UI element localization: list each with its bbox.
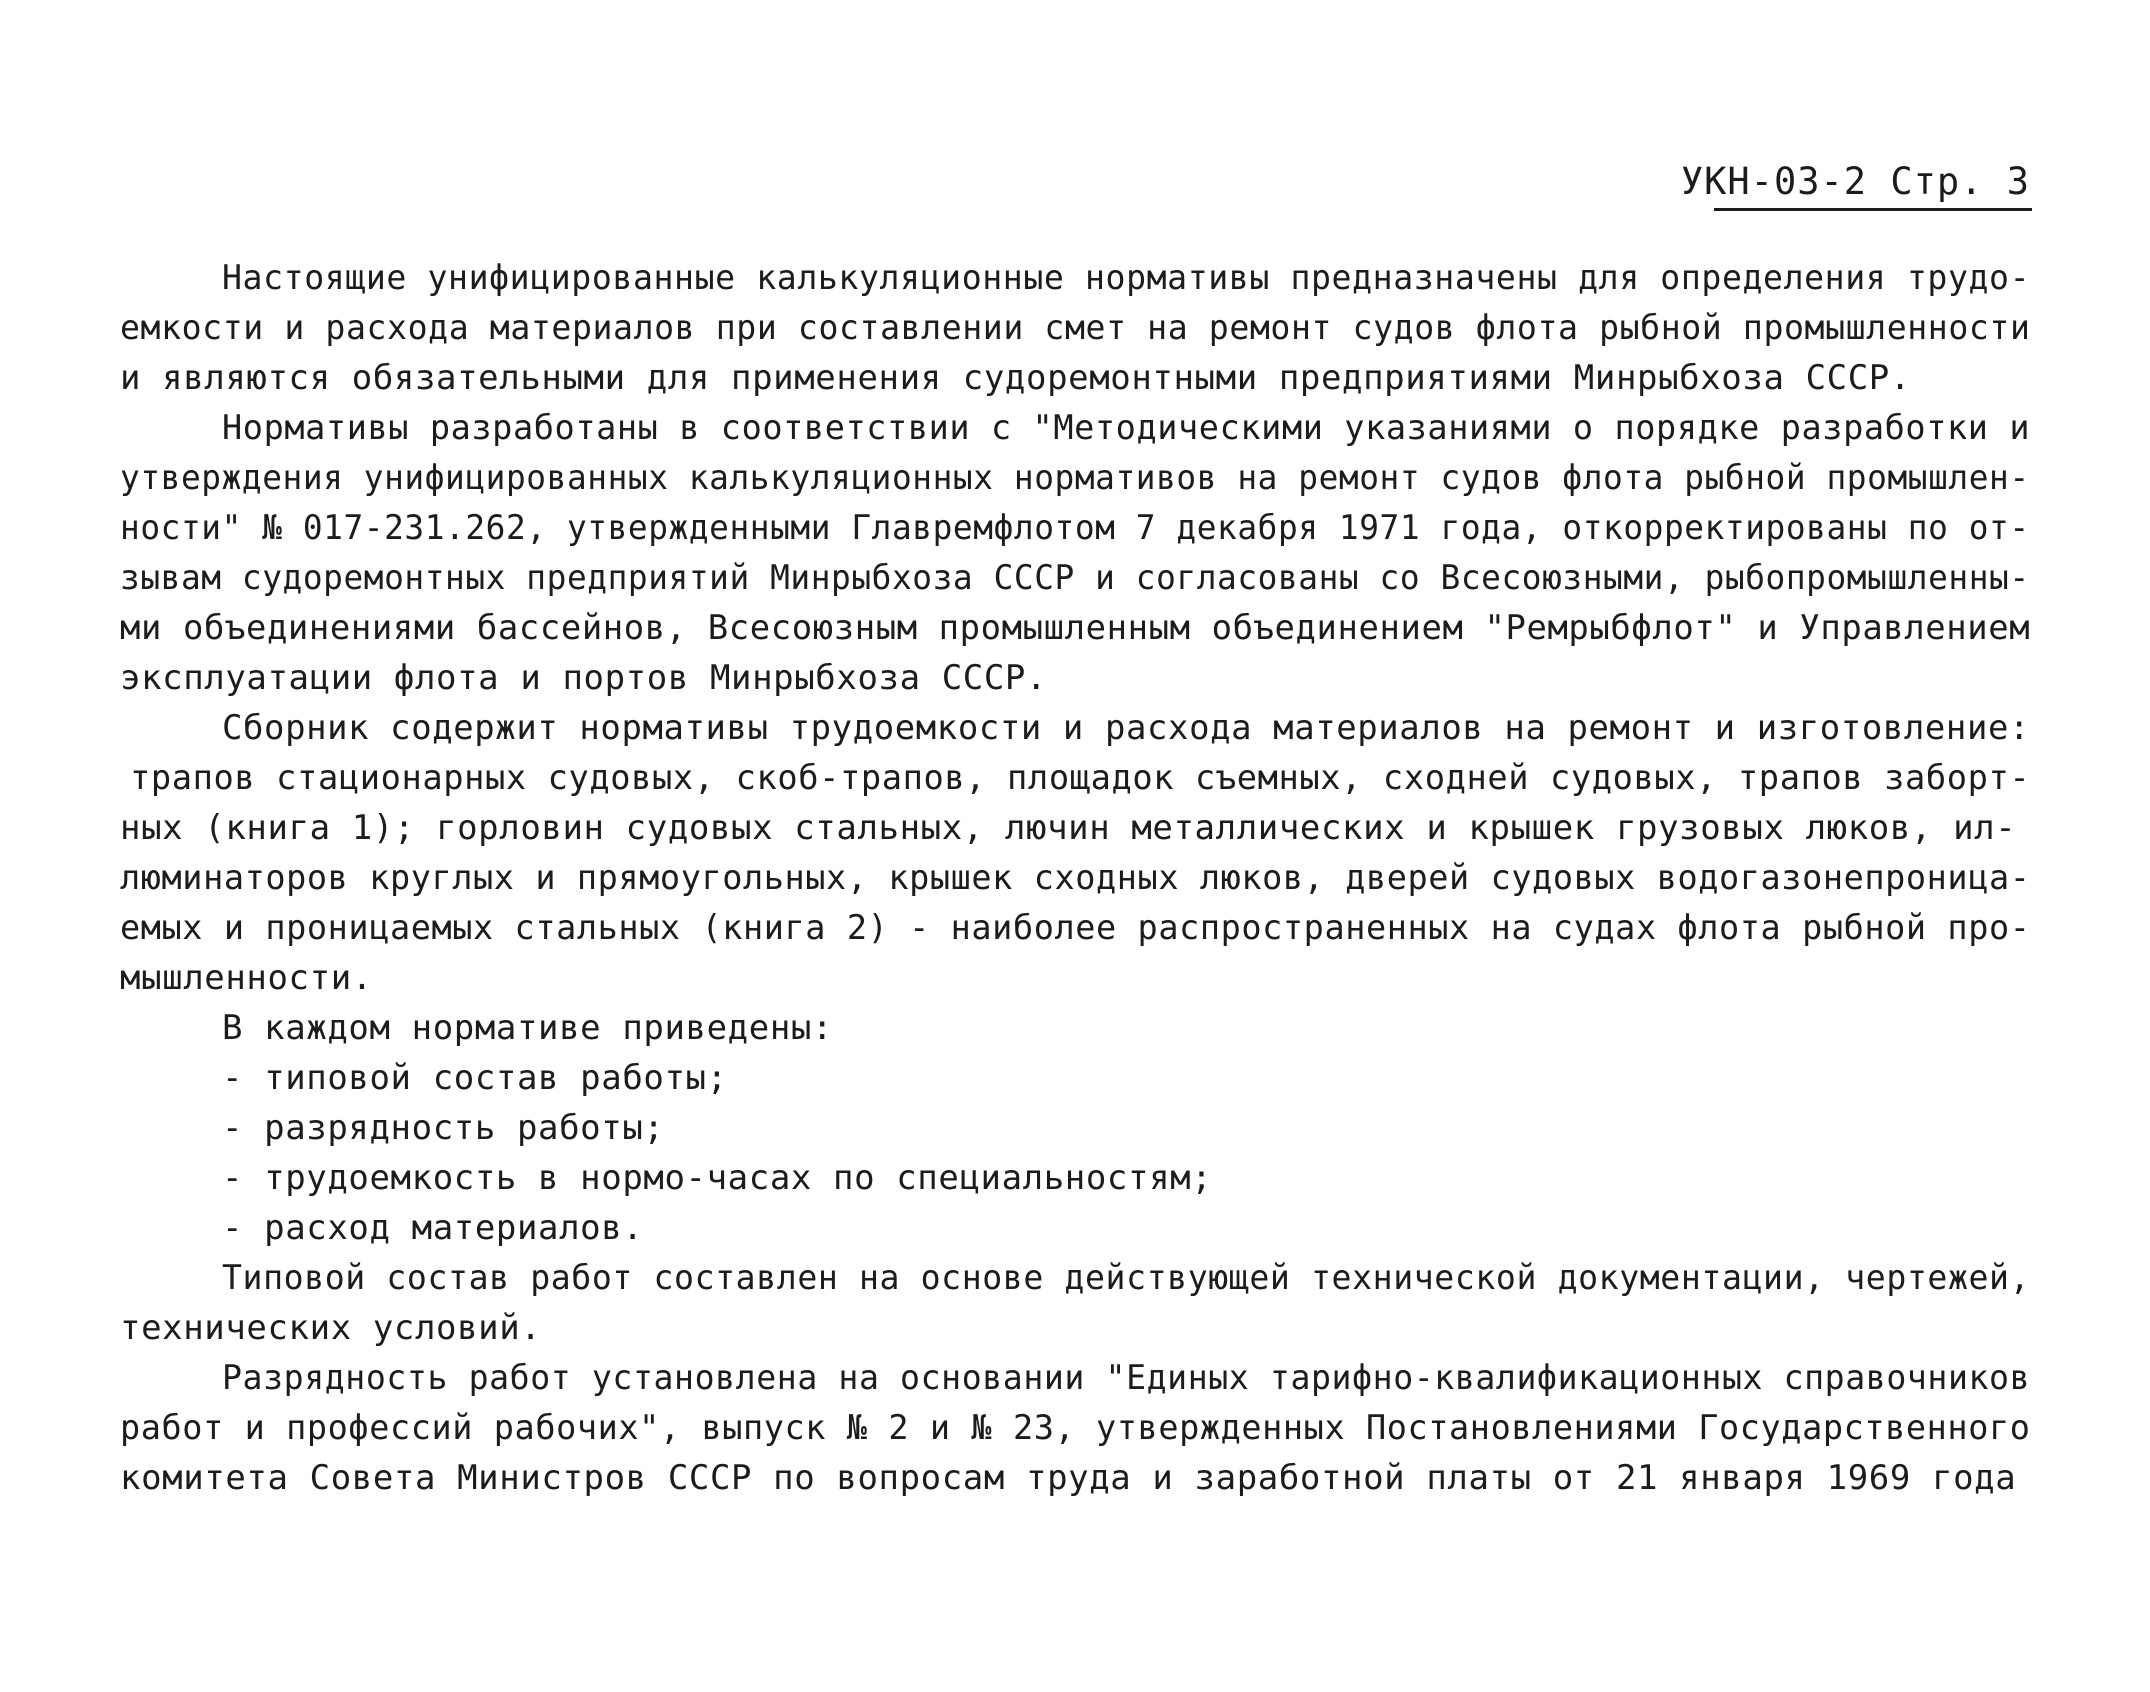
paragraph-line: зывам судоремонтных предприятий Минрыбхоза СССР и согласованы со Всесоюзными, рыбопромышленны- xyxy=(120,558,2030,598)
paragraph-line: Нормативы разработаны в соответствии с "Методическими указаниями о порядке разработки и xyxy=(222,408,2031,448)
paragraph-line: трапов стационарных судовых, скоб-трапов, площадок съемных, сходней судовых, трапов заборт- xyxy=(130,758,2031,798)
paragraph-line: Типовой состав работ составлен на основе действующей технической документации, чертежей, xyxy=(222,1258,2031,1298)
header-underline xyxy=(1714,208,2032,211)
paragraph-line: работ и профессий рабочих", выпуск № 2 и № 23, утвержденных Постановлениями Государственного xyxy=(120,1408,2031,1448)
page-header-code: УКН-03-2 Стр. 3 xyxy=(1680,160,2030,203)
list-item: - разрядность работы; xyxy=(222,1108,665,1148)
paragraph-line: мышленности. xyxy=(120,958,373,998)
paragraph-line: эксплуатации флота и портов Минрыбхоза СССР. xyxy=(120,658,1048,698)
paragraph-line: технических условий. xyxy=(120,1308,542,1348)
paragraph-line: ных (книга 1); горловин судовых стальных, лючин металлических и крышек грузовых люков, ил- xyxy=(120,808,2017,848)
paragraph-line: и являются обязательными для применения судоремонтными предприятиями Минрыбхоза СССР. xyxy=(120,358,1911,398)
paragraph-line: комитета Совета Министров СССР по вопросам труда и заработной платы от 21 января 1969 года xyxy=(120,1458,2017,1498)
paragraph-line: ности" № 017-231.262, утвержденными Главремфлотом 7 декабря 1971 года, откорректированы по от- xyxy=(120,508,2030,548)
paragraph-line: емкости и расхода материалов при составлении смет на ремонт судов флота рыбной промышленности xyxy=(120,308,2031,348)
paragraph-line: Разрядность работ установлена на основании "Единых тарифно-квалификационных справочников xyxy=(222,1358,2031,1398)
paragraph-line: утверждения унифицированных калькуляционных нормативов на ремонт судов флота рыбной промышлен- xyxy=(120,458,2030,498)
list-item: - расход материалов. xyxy=(222,1208,644,1248)
paragraph-line: ми объединениями бассейнов, Всесоюзным промышленным объединением "Ремрыбфлот" и Управлением xyxy=(120,608,2031,648)
list-item: - типовой состав работы; xyxy=(222,1058,728,1098)
list-item: - трудоемкость в нормо-часах по специальностям; xyxy=(222,1158,1213,1198)
paragraph-line: емых и проницаемых стальных (книга 2) - наиболее распространенных на судах флота рыбной про- xyxy=(120,908,2031,948)
paragraph-line: люминаторов круглых и прямоугольных, крышек сходных люков, дверей судовых водогазонепроница- xyxy=(120,858,2031,898)
paragraph-line: Сборник содержит нормативы трудоемкости и расхода материалов на ремонт и изготовление: xyxy=(222,708,2031,748)
list-intro: В каждом нормативе приведены: xyxy=(222,1008,834,1048)
paragraph-line: Настоящие унифицированные калькуляционные нормативы предназначены для определения трудо- xyxy=(222,258,2031,298)
